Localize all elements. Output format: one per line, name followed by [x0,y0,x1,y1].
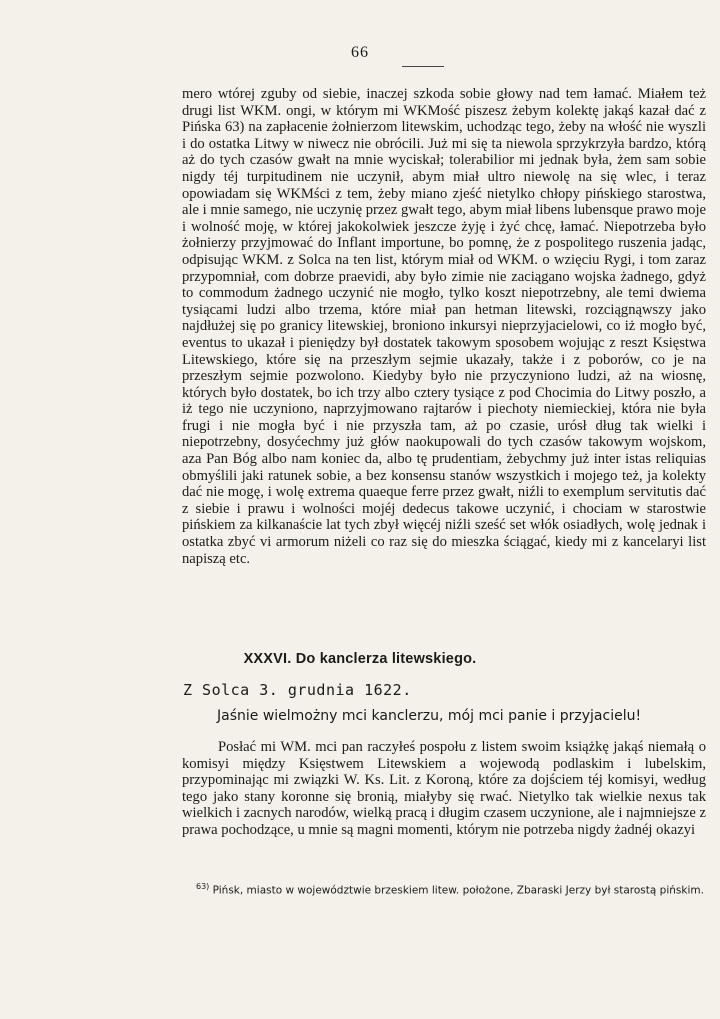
section-title: XXXVI. Do kanclerza litewskiego. [243,651,477,667]
salutation: Jaśnie wielmożny mci kanclerzu, mój mci panie i przyjacielu! [217,708,642,724]
page-number: 66 [351,44,369,61]
footnote-marker: 63) [196,882,210,891]
footnote-text: Pińsk, miasto w województwie brzeskiem litew. położone, Zbaraski Jerzy był starostą pińskim. [212,884,704,897]
page-number-rule [402,66,444,67]
body-text [182,86,706,567]
dateline: Z Solca 3. grudnia 1622. [183,681,412,699]
body-paragraph: mero wtórej zguby od siebie, inaczej szkoda sobie głowy nad tem łamać. Miałem też drugi list WKM. ongi, w którym mi WKMość piszesz żebym kolektę jakąś kazał dać z Pińska 63) na zapłacenie żołnierzom litewskim, uchodząc tego, żeby na włość nie wyszli i do ostatka Litwy w niwecz nie obrócili. Już mi się ta niewola sprzykrzyła bardzo, którą aż do tych czasów gwałt na mnie wyciskał; tolerabilior mi jednak była, żem sam sobie nigdy téj turpitudinem nie uczynił, abym miał ultro niewolę na się wlec, i teraz opowiadam się WKMści z tem, żeby miano zjeść nietylko chłopy pińskiego starostwa, ale i mnie samego, nie uczynię przez gwałt tego, abym miał libens lubensque prawo moje i wolność moję, w której jakokolwiek jeszcze żyję i żyć chcę, łamać. Niepotrzeba było żołnierzy przyjmować do Inflant importune, bo pomnę, że z pospolitego ruszenia jadąc, odpisując WKM. z Solca na ten list, którym miał od WKM. o wzięciu Rygi, i tom zaraz przypomniał, com dobrze praevidi, aby było zimie nie zaciągano wojska żadnego, gdyż to commodum żadnego uczynić nie mogło, tylko koszt niepotrzebny, ale temi dwiema tysiącami ludzi albo trzema, które miał pan hetman litewski, rozciągnąwszy jako najdłużej się po granicy litewskiej, broniono inkursyi nieprzyjacielowi, co iż mogło być, eventus to ukazał i pieniędzy był dostatek takowym sposobem wojując z reszt Księstwa Litewskiego, które się na przeszłym sejmie ukazały, także i z poborów, co je na przeszłym sejmie pozwolono. Kiedyby było nie przyczyniono ludzi, aż na wiosnę, których było dostatek, bo ich trzy albo cztery tysiące z pod Chocimia do Litwy poszło, a iż tego nie uczyniono, naprzyjmowano rajtarów i piechoty niemieckiej, która nie była frugi i nie mogła być i nie przyszła tam, aż po czasie, urósł dług tak wielki i niepotrzebny, dosyćechmy już głów naokupowali do tych czasów takowym wojskom, aza Pan Bóg albo nam koniec da, albo tę prudentiam, żebychmy już inter istas reliquias obmyślili jaki ratunek sobie, a bez konsensu stanów wszystkich i mojego też, ja kolekty dać nie mogę, i wolę extrema quaeque ferre przez gwałt, niźli to exemplum servitutis dać z siebie i prawu i wolności mojéj dedecus takowe uczynić, i chociam w starostwie pińskiem za kilkanaście lat tych zbył więcéj niźli sześć set włók osiadłych, wolę jednak i ostatka zbyć vi armorum niżeli co raz się do mieszka ściągać, kiedy mi z kancelaryi list napiszą etc. [182,86,706,567]
letter-text [182,739,706,839]
letter-paragraph: Posłać mi WM. mci pan raczyłeś pospołu z listem swoim książkę jakąś niemałą o komisyi między Księstwem Litewskiem a wojewodą podlaskim i lubelskim, przypominając mi związki W. Ks. Lit. z Koroną, które za dojściem téj komisyi, według tego jako stany koronne się bronią, miałyby się rwać. Nietylko tak wielkie nexus tak wielkich i zacnych narodów, wielką pracą i długim czasem uczynione, ale i najmniejsze z prawa pochodzące, u mnie są magni momenti, którym nie potrzeba nigdy żadnéj okazyi [182,739,706,838]
footnote [196,880,706,898]
